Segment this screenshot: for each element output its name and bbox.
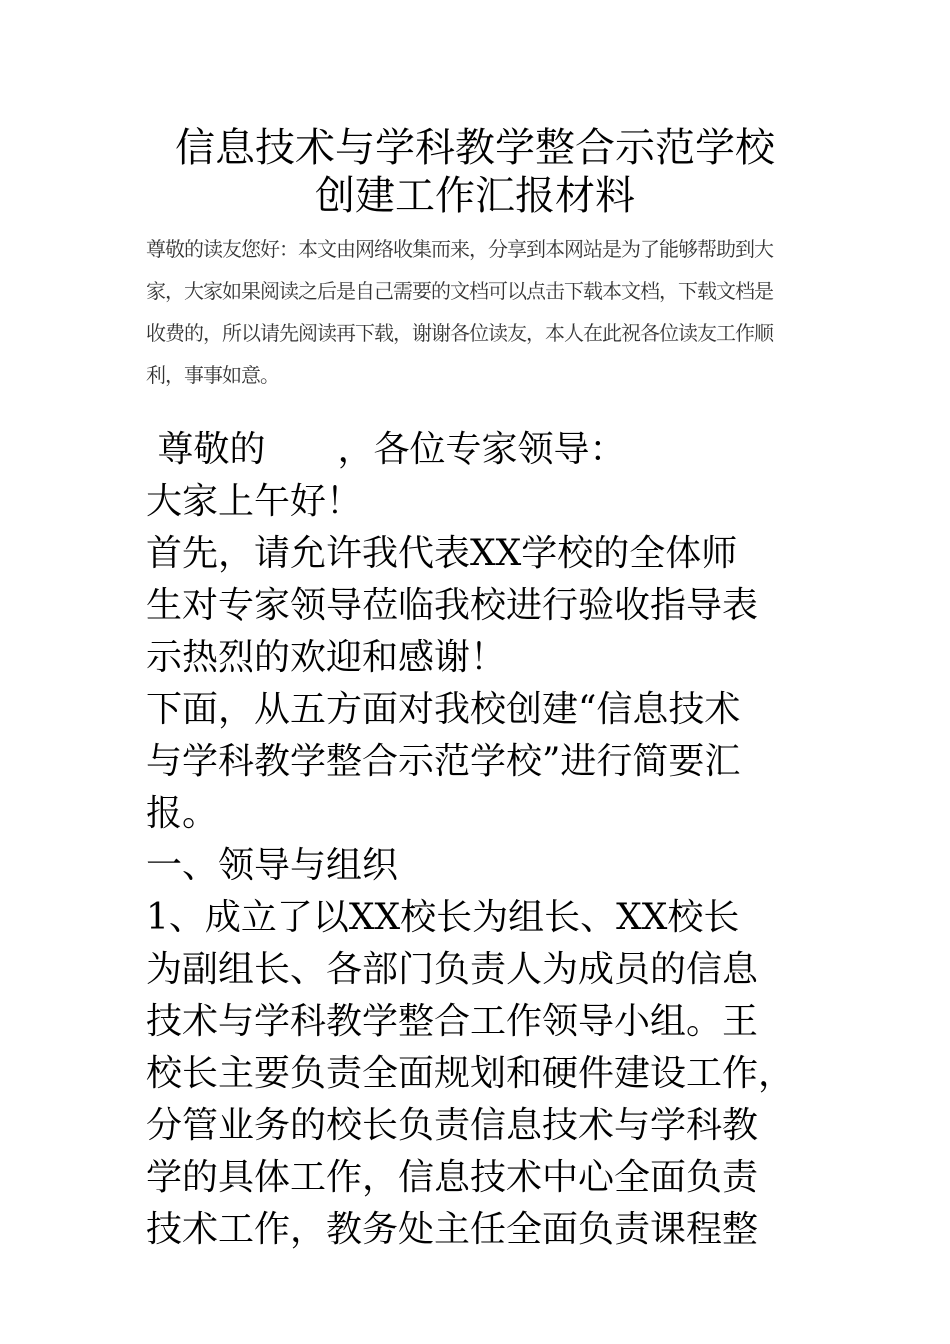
body-line: 大家上午好！ xyxy=(146,481,363,522)
body-line: 分管业务的校长负责信息技术与学科教 xyxy=(146,1105,759,1146)
greeting-line xyxy=(146,424,836,476)
body-line: 生对专家领导莅临我校进行验收指导表 xyxy=(146,585,759,626)
body-line: 报。 xyxy=(146,793,219,834)
reader-notice xyxy=(146,228,806,396)
body-line: 下面，从五方面对我校创建“信息技术 xyxy=(146,689,741,730)
reader-notice-line: 尊敬的读友您好：本文由网络收集而来，分享到本网站是为了能够帮助到大 xyxy=(146,237,773,261)
body-line: 与学科教学整合示范学校”进行简要汇 xyxy=(146,741,741,782)
body-line: 示热烈的欢迎和感谢！ xyxy=(146,637,507,678)
body-line: 学的具体工作，信息技术中心全面负责 xyxy=(146,1157,759,1198)
body-line: 技术工作，教务处主任全面负责课程整 xyxy=(146,1209,759,1250)
section-heading: 一、领导与组织 xyxy=(146,845,399,886)
body-line: 1、成立了以XX校长为组长、XX校长 xyxy=(146,897,740,938)
body-line: 技术与学科教学整合工作领导小组。王 xyxy=(146,1001,759,1042)
document-title-line-1: 信息技术与学科教学整合示范学校 xyxy=(175,125,775,171)
greeting-prefix: 尊敬的 xyxy=(157,429,266,470)
reader-notice-line: 家，大家如果阅读之后是自己需要的文档可以点击下载本文档，下载文档是 xyxy=(146,279,773,303)
greeting-suffix: ，各位专家领导： xyxy=(337,429,626,470)
body-line: 首先，请允许我代表XX学校的全体师 xyxy=(146,533,738,574)
body-line: 为副组长、各部门负责人为成员的信息 xyxy=(146,949,759,990)
reader-notice-line: 收费的，所以请先阅读再下载，谢谢各位读友，本人在此祝各位读友工作顺 xyxy=(146,321,773,345)
document-body xyxy=(146,424,836,1256)
document-title-line-2: 创建工作汇报材料 xyxy=(315,173,635,219)
reader-notice-line: 利，事事如意。 xyxy=(146,363,279,387)
body-line: 校长主要负责全面规划和硬件建设工作， xyxy=(146,1053,795,1094)
